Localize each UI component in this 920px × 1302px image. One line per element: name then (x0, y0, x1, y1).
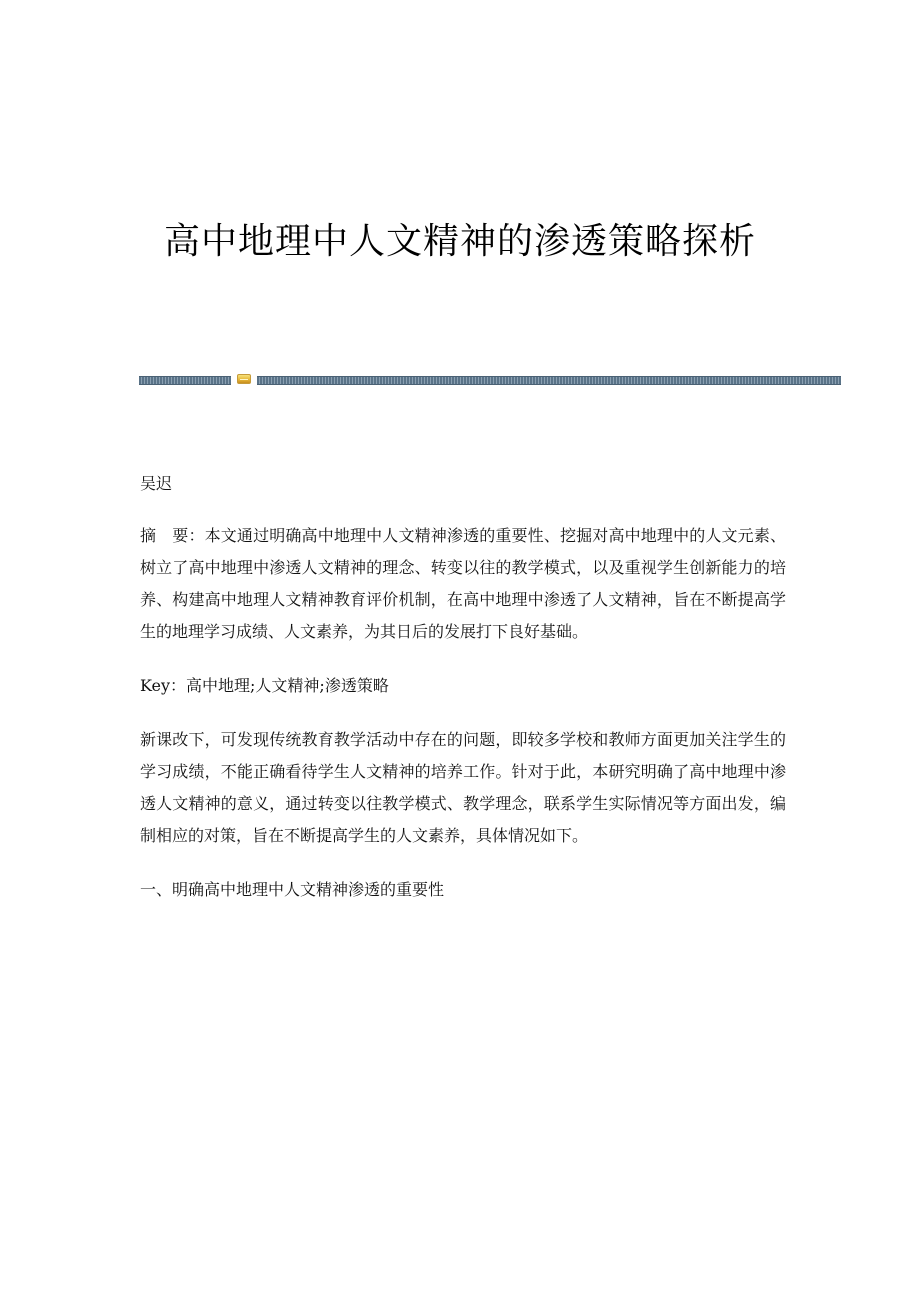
intro-paragraph: 新课改下，可发现传统教育教学活动中存在的问题，即较多学校和教师方面更加关注学生的学习成绩，不能正确看待学生人文精神的培养工作。针对于此，本研究明确了高中地理中渗透人文精神的意义，通过转变以往教学模式、教学理念，联系学生实际情况等方面出发，编制相应的对策，旨在不断提高学生的人文素养，具体情况如下。 (140, 730, 786, 845)
document-body (140, 468, 786, 906)
document-title: 高中地理中人文精神的渗透策略探析 (163, 221, 756, 262)
divider-ornament-icon (237, 374, 251, 384)
author-name: 吴迟 (140, 474, 173, 493)
title-divider (139, 373, 841, 385)
divider-bar-left (139, 376, 231, 385)
keywords-line: Key：高中地理;人文精神;渗透策略 (140, 676, 389, 695)
abstract-paragraph: 摘 要：本文通过明确高中地理中人文精神渗透的重要性、挖掘对高中地理中的人文元素、树立了高中地理中渗透人文精神的理念、转变以往的教学模式，以及重视学生创新能力的培养、构建高中地理人文精神教育评价机制，在高中地理中渗透了人文精神，旨在不断提高学生的地理学习成绩、人文素养，为其日后的发展打下良好基础。 (140, 526, 786, 641)
section-heading: 一、明确高中地理中人文精神渗透的重要性 (140, 880, 445, 899)
divider-bar-right (257, 376, 841, 385)
